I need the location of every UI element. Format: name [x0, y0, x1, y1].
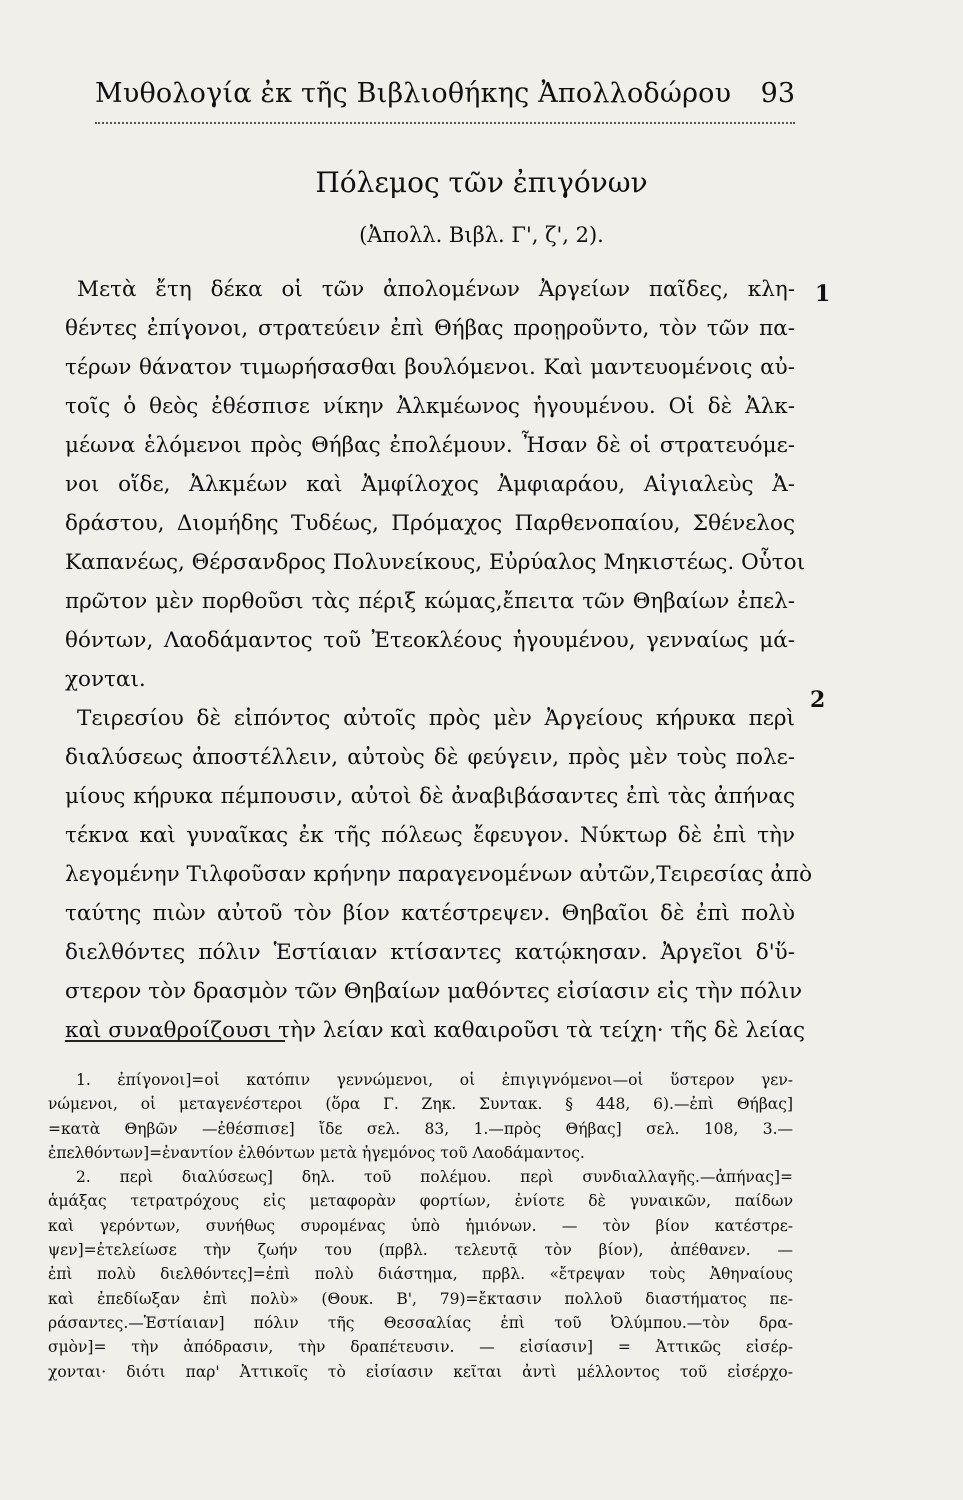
- body-line: θέντες ἐπίγονοι, στρατεύειν ἐπὶ Θήβας προῃροῦντο, τὸν τῶν πα-: [65, 316, 795, 341]
- footnote-line: ψεν]=ἐτελείωσε τὴν ζωήν του (πρβλ. τελευτᾷ τὸν βίον), ἀπέθανεν. —: [48, 1241, 793, 1260]
- footnote-divider: [65, 1040, 285, 1042]
- body-line: ταύτης πιὼν αὐτοῦ τὸν βίον κατέστρεψεν. Θηβαῖοι δὲ ἐπὶ πολὺ: [65, 901, 795, 926]
- footnote-line: =κατὰ Θηβῶν —ἐθέσπισε] ἴδε σελ. 83, 1.—πρὸς Θήβας] σελ. 108, 3.—: [48, 1119, 793, 1138]
- body-line: λεγομένην Τιλφοῦσαν κρήνην παραγενομένων αὐτῶν,Τειρεσίας ἀπὸ: [65, 862, 813, 887]
- body-line: χονται.: [65, 667, 146, 692]
- footnote-line: ἁμάξας τετρατρόχους εἰς μεταφορὰν φορτίων, ἐνίοτε δὲ γυναικῶν, παίδων: [48, 1192, 793, 1211]
- footnote-line: καὶ ἐπεδίωξαν ἐπὶ πολὺ» (Θουκ. Β', 79)=ἔκτασιν πολλοῦ διαστήματος πε-: [48, 1289, 793, 1308]
- page-number: 93: [760, 78, 795, 109]
- footnote-line: ἐπελθόντων]=ἐναντίον ἐλθόντων μετὰ ἡγεμόνος τοῦ Λαοδάμαντος.: [48, 1143, 585, 1162]
- footnote-line: 1. ἐπίγονοι]=οἱ κατόπιν γεννώμενοι, οἱ ἐπιγιγνόμενοι—οἱ ὕστερον γεν-: [76, 1071, 793, 1089]
- footnote-line: σμὸν]= τὴν ἀπόδρασιν, τὴν δραπέτευσιν. — εἰσίασιν] = Ἀττικῶς εἰσέρ-: [48, 1338, 793, 1357]
- section-title: Πόλεμος τῶν ἐπιγόνων: [315, 166, 648, 199]
- body-line: δράστου, Διομήδης Τυδέως, Πρόμαχος Παρθενοπαίου, Σθένελος: [65, 511, 795, 536]
- body-line: μέωνα ἑλόμενοι πρὸς Θήβας ἐπολέμουν. Ἦσαν δὲ οἱ στρατευόμε-: [65, 433, 795, 458]
- header-divider: [95, 122, 795, 124]
- body-line: Μετὰ ἔτη δέκα οἱ τῶν ἀπολομένων Ἀργείων παῖδες, κλη-: [77, 277, 795, 302]
- paragraph-number-2: 2: [810, 687, 826, 713]
- body-line: διαλύσεως ἀποστέλλειν, αὐτοὺς δὲ φεύγειν, πρὸς μὲν τοὺς πολε-: [65, 745, 795, 770]
- body-line: μίους κήρυκα πέμπουσιν, αὐτοὶ δὲ ἀναβιβάσαντες ἐπὶ τὰς ἀπήνας: [65, 784, 795, 809]
- body-line: διελθόντες πόλιν Ἑστίαιαν κτίσαντες κατῴκησαν. Ἀργεῖοι δ'ὕ-: [65, 940, 795, 965]
- footnote-line: νώμενοι, οἱ μεταγενέστεροι (ὅρα Γ. Ζηκ. Συντακ. § 448, 6).—ἐπὶ Θήβας]: [48, 1095, 793, 1114]
- running-head: [95, 78, 795, 118]
- footnote-line: χονται· διότι παρ' Ἀττικοῖς τὸ εἰσίασιν κεῖται ἀντὶ μέλλοντος τοῦ εἰσέρχο-: [48, 1362, 793, 1381]
- body-line: πρῶτον μὲν πορθοῦσι τὰς πέριξ κώμας,ἔπειτα τῶν Θηβαίων ἐπελ-: [65, 589, 795, 614]
- body-line: Καπανέως, Θέρσανδρος Πολυνείκους, Εὐρύαλος Μηκιστέως. Οὗτοι: [65, 550, 806, 575]
- footnotes: [48, 1068, 793, 1384]
- footnote-line: ράσαντες.—Ἑστίαιαν] πόλιν τῆς Θεσσαλίας ἐπὶ τοῦ Ὀλύμπου.—τὸν δρα-: [48, 1313, 793, 1332]
- body-line: τοῖς ὁ θεὸς ἐθέσπισε νίκην Ἀλκμέωνος ἡγουμένου. Οἱ δὲ Ἀλκ-: [65, 394, 795, 419]
- footnote-line: ἐπὶ πολὺ διελθόντες]=ἐπὶ πολὺ διάστημα, πρβλ. «ἔτρεψαν τοὺς Ἀθηναίους: [48, 1265, 793, 1284]
- body-line: νοι οἵδε, Ἀλκμέων καὶ Ἀμφίλοχος Ἀμφιαράου, Αἰγιαλεὺς Ἀ-: [65, 472, 795, 497]
- body-line: Τειρεσίου δὲ εἰπόντος αὐτοῖς πρὸς μὲν Ἀργείους κήρυκα περὶ: [77, 706, 795, 731]
- body-line: τέρων θάνατον τιμωρήσασθαι βουλόμενοι. Καὶ μαντευομένοις αὐ-: [65, 355, 795, 380]
- body-text: [65, 270, 813, 1050]
- body-line: θόντων, Λαοδάμαντος τοῦ Ἐτεοκλέους ἡγουμένου, γενναίως μά-: [65, 628, 795, 653]
- body-line: τέκνα καὶ γυναῖκας ἐκ τῆς πόλεως ἔφευγον. Νύκτωρ δὲ ἐπὶ τὴν: [65, 823, 795, 848]
- section-source-reference: (Ἀπολλ. Βιβλ. Γ', ζ', 2).: [359, 223, 604, 247]
- footnote-line: καὶ γερόντων, συνήθως συρομένας ὑπὸ ἡμιόνων. — τὸν βίον κατέστρε-: [48, 1216, 793, 1235]
- paragraph-number-1: 1: [815, 281, 831, 307]
- running-title: Μυθολογία ἐκ τῆς Βιβλιοθήκης Ἀπολλοδώρου: [95, 78, 732, 109]
- body-line: καὶ συναθροίζουσι τὴν λείαν καὶ καθαιροῦσι τὰ τείχη· τῆς δὲ λείας: [65, 1018, 806, 1043]
- body-line: στερον τὸν δρασμὸν τῶν Θηβαίων μαθόντες εἰσίασιν εἰς τὴν πόλιν: [65, 979, 803, 1004]
- footnote-line: 2. περὶ διαλύσεως] δηλ. τοῦ πολέμου. περὶ συνδιαλλαγῆς.—ἀπήνας]=: [76, 1168, 793, 1187]
